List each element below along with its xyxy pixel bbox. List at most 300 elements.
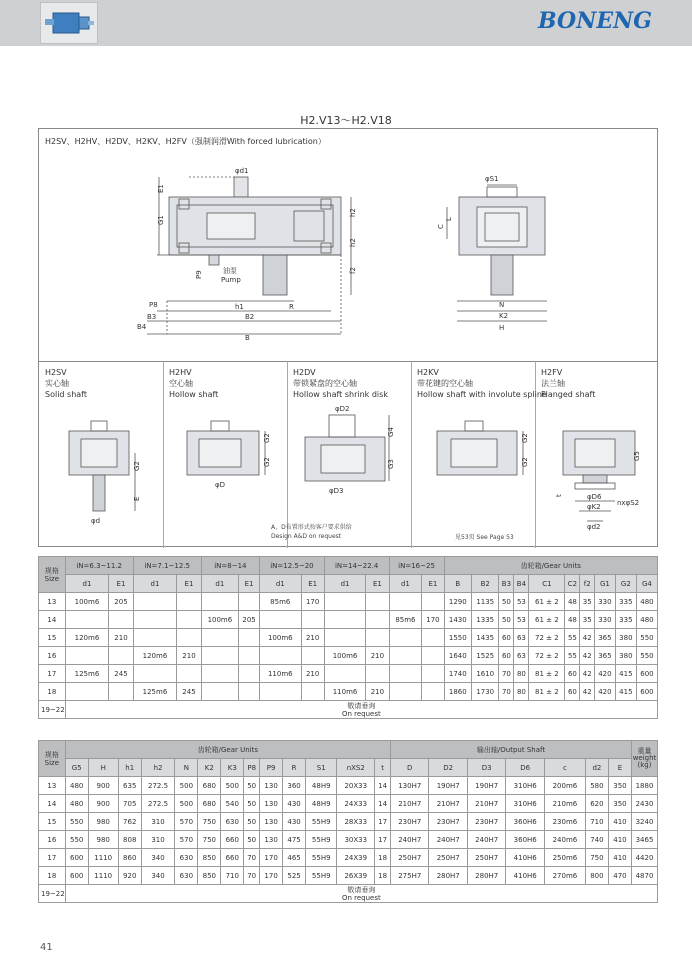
variant-h2dv [293,367,388,400]
table-cell: 80 [514,665,529,683]
table-cell: 55H9 [306,813,337,831]
table-cell: 48H9 [306,795,337,813]
column-header: D2 [429,759,467,777]
column-header: d1 [133,575,177,593]
column-header: E1 [366,575,389,593]
column-header: G2 [615,575,636,593]
table-cell: 130H7 [391,777,429,795]
table-cell: 470 [608,867,631,885]
table-cell: 1110 [88,849,118,867]
table-cell: 130 [260,777,283,795]
table-cell [109,611,133,629]
table-cell: 120m6 [133,647,177,665]
table-cell: 85m6 [389,611,422,629]
table-cell: 81 ± 2 [529,683,565,701]
table-cell: 340 [141,849,175,867]
table-cell: 980 [88,813,118,831]
table-header-row [39,741,658,759]
gearbox-thumbnail-icon [41,3,97,43]
table-cell: 1525 [472,647,499,665]
column-header: H [88,759,118,777]
variant-cn: 空心轴 [169,379,193,388]
table-cell: 410 [608,813,631,831]
table-row [39,683,658,701]
weight-header [632,741,658,777]
column-header: P9 [260,759,283,777]
size-cell: 13 [39,777,66,795]
column-header: S1 [306,759,337,777]
column-header: nXS2 [337,759,375,777]
header-bar [0,0,692,46]
table-cell: 20X33 [337,777,375,795]
table-row [39,795,658,813]
size-cell: 18 [39,867,66,885]
variant-cn: 带花键的空心轴 [417,379,473,388]
table-row [39,665,658,683]
request-en: On request [341,893,381,902]
table-cell: 750 [198,813,221,831]
table-cell [389,647,422,665]
table-cell: 190H7 [467,777,505,795]
dim-N: N [499,301,505,309]
column-header: D [391,759,429,777]
drawing-divider [39,361,657,362]
variant-h2kv [417,367,547,400]
table-cell: 500 [175,795,198,813]
dim-B3: B3 [147,313,157,321]
table-cell: 630 [175,867,198,885]
table-cell: 710 [221,867,244,885]
column-header: K2 [198,759,221,777]
table-cell [133,611,177,629]
ratio-group: iN=12.5~20 [260,557,325,575]
table-cell: 3465 [632,831,658,849]
table-cell: 24X33 [337,795,375,813]
spec-table-1 [38,556,658,719]
table-cell: 1880 [632,777,658,795]
table-cell: 110m6 [260,665,301,683]
column-header: E1 [109,575,133,593]
dim-H: H [499,324,505,332]
table-cell: 100m6 [324,647,365,665]
table-cell [109,647,133,665]
dim-sv-E: E [133,496,141,501]
size-cell: 17 [39,849,66,867]
table-cell: 635 [118,777,141,795]
table-cell: 170 [422,611,444,629]
dim-B: B [245,334,250,342]
table-cell: 250H7 [391,849,429,867]
table-cell: 1135 [472,593,499,611]
table-cell [239,593,260,611]
table-cell [260,647,301,665]
variant-h2sv [45,367,87,400]
table-cell: 210H7 [467,795,505,813]
table-cell: 170 [260,867,283,885]
size-cell: 13 [39,593,66,611]
table-cell [324,593,365,611]
table-cell: 210 [366,683,389,701]
table-row [39,629,658,647]
table-cell: 230H7 [391,813,429,831]
table-cell: 60 [565,665,580,683]
table-cell: 980 [88,831,118,849]
main-dimension-drawing [39,129,657,359]
column-header: K3 [221,759,244,777]
table-cell: 120m6 [65,629,109,647]
table-cell: 900 [88,795,118,813]
table-cell: 600 [636,683,657,701]
column-header: h1 [118,759,141,777]
table-cell: 210 [301,629,324,647]
table-cell [422,683,444,701]
table-cell [301,683,324,701]
table-cell [133,665,177,683]
table-cell: 125m6 [133,683,177,701]
table-cell: 275H7 [391,867,429,885]
table-cell: 2430 [632,795,658,813]
table-cell [239,647,260,665]
table-cell [260,611,301,629]
request-cn: 敬请垂询 [347,885,376,894]
table-cell: 1335 [472,611,499,629]
dim-G1: G1 [157,215,165,225]
variant-h2hv [169,367,218,400]
request-size: 19~22 [39,701,66,719]
request-size: 19~22 [39,885,66,903]
table-cell: 245 [109,665,133,683]
ratio-group: iN=14~22.4 [324,557,389,575]
table-cell: 280H7 [429,867,467,885]
table-cell: 50 [244,831,260,849]
column-header: C1 [529,575,565,593]
table-row [39,867,658,885]
table-body [39,593,658,701]
weight-unit: (kg) [637,761,652,769]
table-cell: 170 [301,593,324,611]
column-header: D6 [506,759,544,777]
table-row [39,593,658,611]
variant-en: Hollow shaft with involute spline [417,390,547,399]
column-header: c [544,759,585,777]
table-cell [389,629,422,647]
table-cell: 410H6 [506,849,544,867]
table-cell: 250H7 [429,849,467,867]
table-cell: 420 [594,683,615,701]
table-cell [239,629,260,647]
dim-L: L [445,217,453,221]
variant-h2fv [541,367,595,400]
column-header-row [39,759,658,777]
ratio-group: iN=16~25 [389,557,444,575]
pump-label-en: Pump [221,276,241,284]
table-cell: 335 [615,611,636,629]
table-cell [201,629,238,647]
dim-kv-G2b: G2 [521,457,529,467]
table-cell: 81 ± 2 [529,665,565,683]
column-header: t [375,759,391,777]
size-cell: 14 [39,611,66,629]
note-dv [271,523,352,541]
table-cell: 1860 [444,683,471,701]
table-cell [201,593,238,611]
table-cell: 1610 [472,665,499,683]
dim-h2-upper: h2 [349,208,357,217]
table-cell: 4420 [632,849,658,867]
table-cell: 570 [175,831,198,849]
column-header: d1 [389,575,422,593]
ratio-group: iN=7.1~12.5 [133,557,201,575]
table-cell: 630 [221,813,244,831]
column-header: E1 [177,575,201,593]
size-header-en: Size [44,758,60,767]
table-cell: 35 [580,611,594,629]
table-cell: 230m6 [544,813,585,831]
table-cell: 170 [260,849,283,867]
dim-dv-G4: G4 [387,427,395,437]
dim-fv-K2: φK2 [587,503,601,511]
table-cell: 72 ± 2 [529,629,565,647]
table-cell: 205 [239,611,260,629]
table-cell: 330 [594,611,615,629]
table-cell: 18 [375,849,391,867]
dim-K2: K2 [499,312,509,320]
table-cell [389,683,422,701]
table-cell [366,629,389,647]
request-text [65,701,657,719]
table-cell: 480 [65,795,88,813]
table-row [39,647,658,665]
dim-fv-t: t [555,494,563,497]
table-cell: 110m6 [324,683,365,701]
table-cell [239,683,260,701]
note-dv-cn: A、D布置形式按客户要求供给 [271,524,352,531]
table-cell: 350 [608,777,631,795]
table-header-row [39,557,658,575]
table-cell: 240H7 [429,831,467,849]
table-cell [260,683,301,701]
table-cell: 410 [608,849,631,867]
variant-cn: 带锁紧盘的空心轴 [293,379,357,388]
table-cell: 705 [118,795,141,813]
table-cell: 60 [565,683,580,701]
table-cell: 28X33 [337,813,375,831]
dim-hv-D: φD [215,481,226,489]
column-header: C2 [565,575,580,593]
table-cell: 410H6 [506,867,544,885]
table-row [39,611,658,629]
product-thumbnail [40,2,98,44]
table-cell: 365 [594,629,615,647]
column-header: d1 [201,575,238,593]
column-header: B4 [514,575,529,593]
column-header: d1 [260,575,301,593]
table-cell: 61 ± 2 [529,593,565,611]
table-cell: 1550 [444,629,471,647]
dim-C: C [437,224,445,229]
table-cell [422,593,444,611]
table-cell: 600 [65,867,88,885]
table-cell: 130 [260,831,283,849]
table-cell [324,629,365,647]
table-cell: 130 [260,795,283,813]
dim-dv-D2: φD2 [335,405,350,413]
table-cell: 48H9 [306,777,337,795]
table-cell: 14 [375,777,391,795]
table-cell: 125m6 [65,665,109,683]
variants-note: H2SV、H2HV、H2DV、H2KV、H2FV（强制润滑With forced lubrication） [45,137,326,146]
table-cell: 210m6 [544,795,585,813]
table-cell [324,665,365,683]
table-cell: 14 [375,795,391,813]
table-cell [65,647,109,665]
column-header: E1 [422,575,444,593]
variant-code: H2FV [541,368,563,377]
table-cell: 1430 [444,611,471,629]
table-cell [109,683,133,701]
table-cell: 365 [594,647,615,665]
note-kv: 见53页 See Page 53 [455,534,514,541]
table-cell: 630 [175,849,198,867]
variant-en: Flanged shaft [541,390,596,399]
table-cell: 70 [499,683,514,701]
table-cell: 230H7 [429,813,467,831]
variant-cn: 实心轴 [45,379,69,388]
table-cell: 230H7 [467,813,505,831]
table-cell: 280H7 [467,867,505,885]
column-header: d1 [324,575,365,593]
size-header [39,557,66,593]
table-cell: 50 [244,795,260,813]
column-header: B [444,575,471,593]
table-cell: 620 [585,795,608,813]
variant-code: H2DV [293,368,316,377]
column-header: G5 [65,759,88,777]
table-cell: 42 [580,629,594,647]
table-cell: 18 [375,867,391,885]
table-cell: 330 [594,593,615,611]
table-cell: 360H6 [506,831,544,849]
table-cell [422,629,444,647]
table-cell: 850 [198,849,221,867]
table-cell: 55H9 [306,867,337,885]
column-header: E1 [301,575,324,593]
table-cell: 430 [283,795,306,813]
dim-fv-nxS2: nxφS2 [617,499,640,507]
table-cell: 410 [608,831,631,849]
table-row [39,831,658,849]
table-cell: 63 [514,647,529,665]
table-cell: 1290 [444,593,471,611]
column-header: R [283,759,306,777]
table-cell: 1730 [472,683,499,701]
dim-f2: f2 [349,267,357,274]
table-cell: 70 [244,867,260,885]
table-cell: 310 [141,813,175,831]
table-cell [177,665,201,683]
table-cell: 480 [65,777,88,795]
table-cell: 550 [65,813,88,831]
table-cell: 60 [499,647,514,665]
size-header-cn: 规格 [44,566,59,575]
table-cell: 480 [636,593,657,611]
table-cell: 240H7 [391,831,429,849]
dim-fv-G5: G5 [633,451,641,461]
dim-d1: φd1 [235,167,249,175]
table-cell: 850 [198,867,221,885]
table-cell: 740 [585,831,608,849]
dim-dv-G3: G3 [387,459,395,469]
column-header: h2 [141,759,175,777]
table-cell [133,593,177,611]
table-cell: 210 [366,647,389,665]
table-cell: 600 [65,849,88,867]
table-cell: 210H7 [429,795,467,813]
pump-label-cn: 油泵 [223,267,237,275]
variant-code: H2KV [417,368,439,377]
table-cell: 200m6 [544,777,585,795]
table-cell: 55H9 [306,849,337,867]
table-cell: 205 [109,593,133,611]
table-cell: 50 [244,777,260,795]
table-cell: 55 [565,647,580,665]
ratio-group: iN=6.3~11.2 [65,557,133,575]
table-cell: 550 [636,647,657,665]
table-cell: 550 [636,629,657,647]
table-cell [201,683,238,701]
table-cell [366,665,389,683]
table-row [39,777,658,795]
size-header [39,741,66,777]
size-cell: 15 [39,813,66,831]
dim-B2: B2 [245,313,255,321]
dim-S1: φS1 [485,175,499,183]
column-header: d1 [65,575,109,593]
table-cell: 420 [594,665,615,683]
table-cell: 335 [615,593,636,611]
note-dv-en: Design A&D on request [271,533,342,540]
table-cell [422,665,444,683]
request-row [39,885,658,903]
table-cell: 570 [175,813,198,831]
table-cell [301,647,324,665]
table-cell: 250m6 [544,849,585,867]
spec-table-2 [38,740,658,903]
table-cell: 360H6 [506,813,544,831]
table-cell: 17 [375,813,391,831]
table-cell: 35 [580,593,594,611]
size-cell: 15 [39,629,66,647]
table-cell: 130 [260,813,283,831]
table-cell [201,665,238,683]
dim-hv-G2b: G2 [263,457,271,467]
size-cell: 14 [39,795,66,813]
table-cell: 4870 [632,867,658,885]
table-cell: 500 [175,777,198,795]
size-cell: 16 [39,831,66,849]
table-cell [177,593,201,611]
dim-h2-lower: h2 [349,238,357,247]
column-header: d2 [585,759,608,777]
model-range-title: H2.V13～H2.V18 [300,114,392,127]
size-header-en: Size [44,574,60,583]
table-cell: 540 [221,795,244,813]
dim-dv-D3: φD3 [329,487,344,495]
weight-cn: 重量 [637,747,652,755]
table-cell: 250H7 [467,849,505,867]
table-cell: 53 [514,593,529,611]
table-cell: 63 [514,629,529,647]
